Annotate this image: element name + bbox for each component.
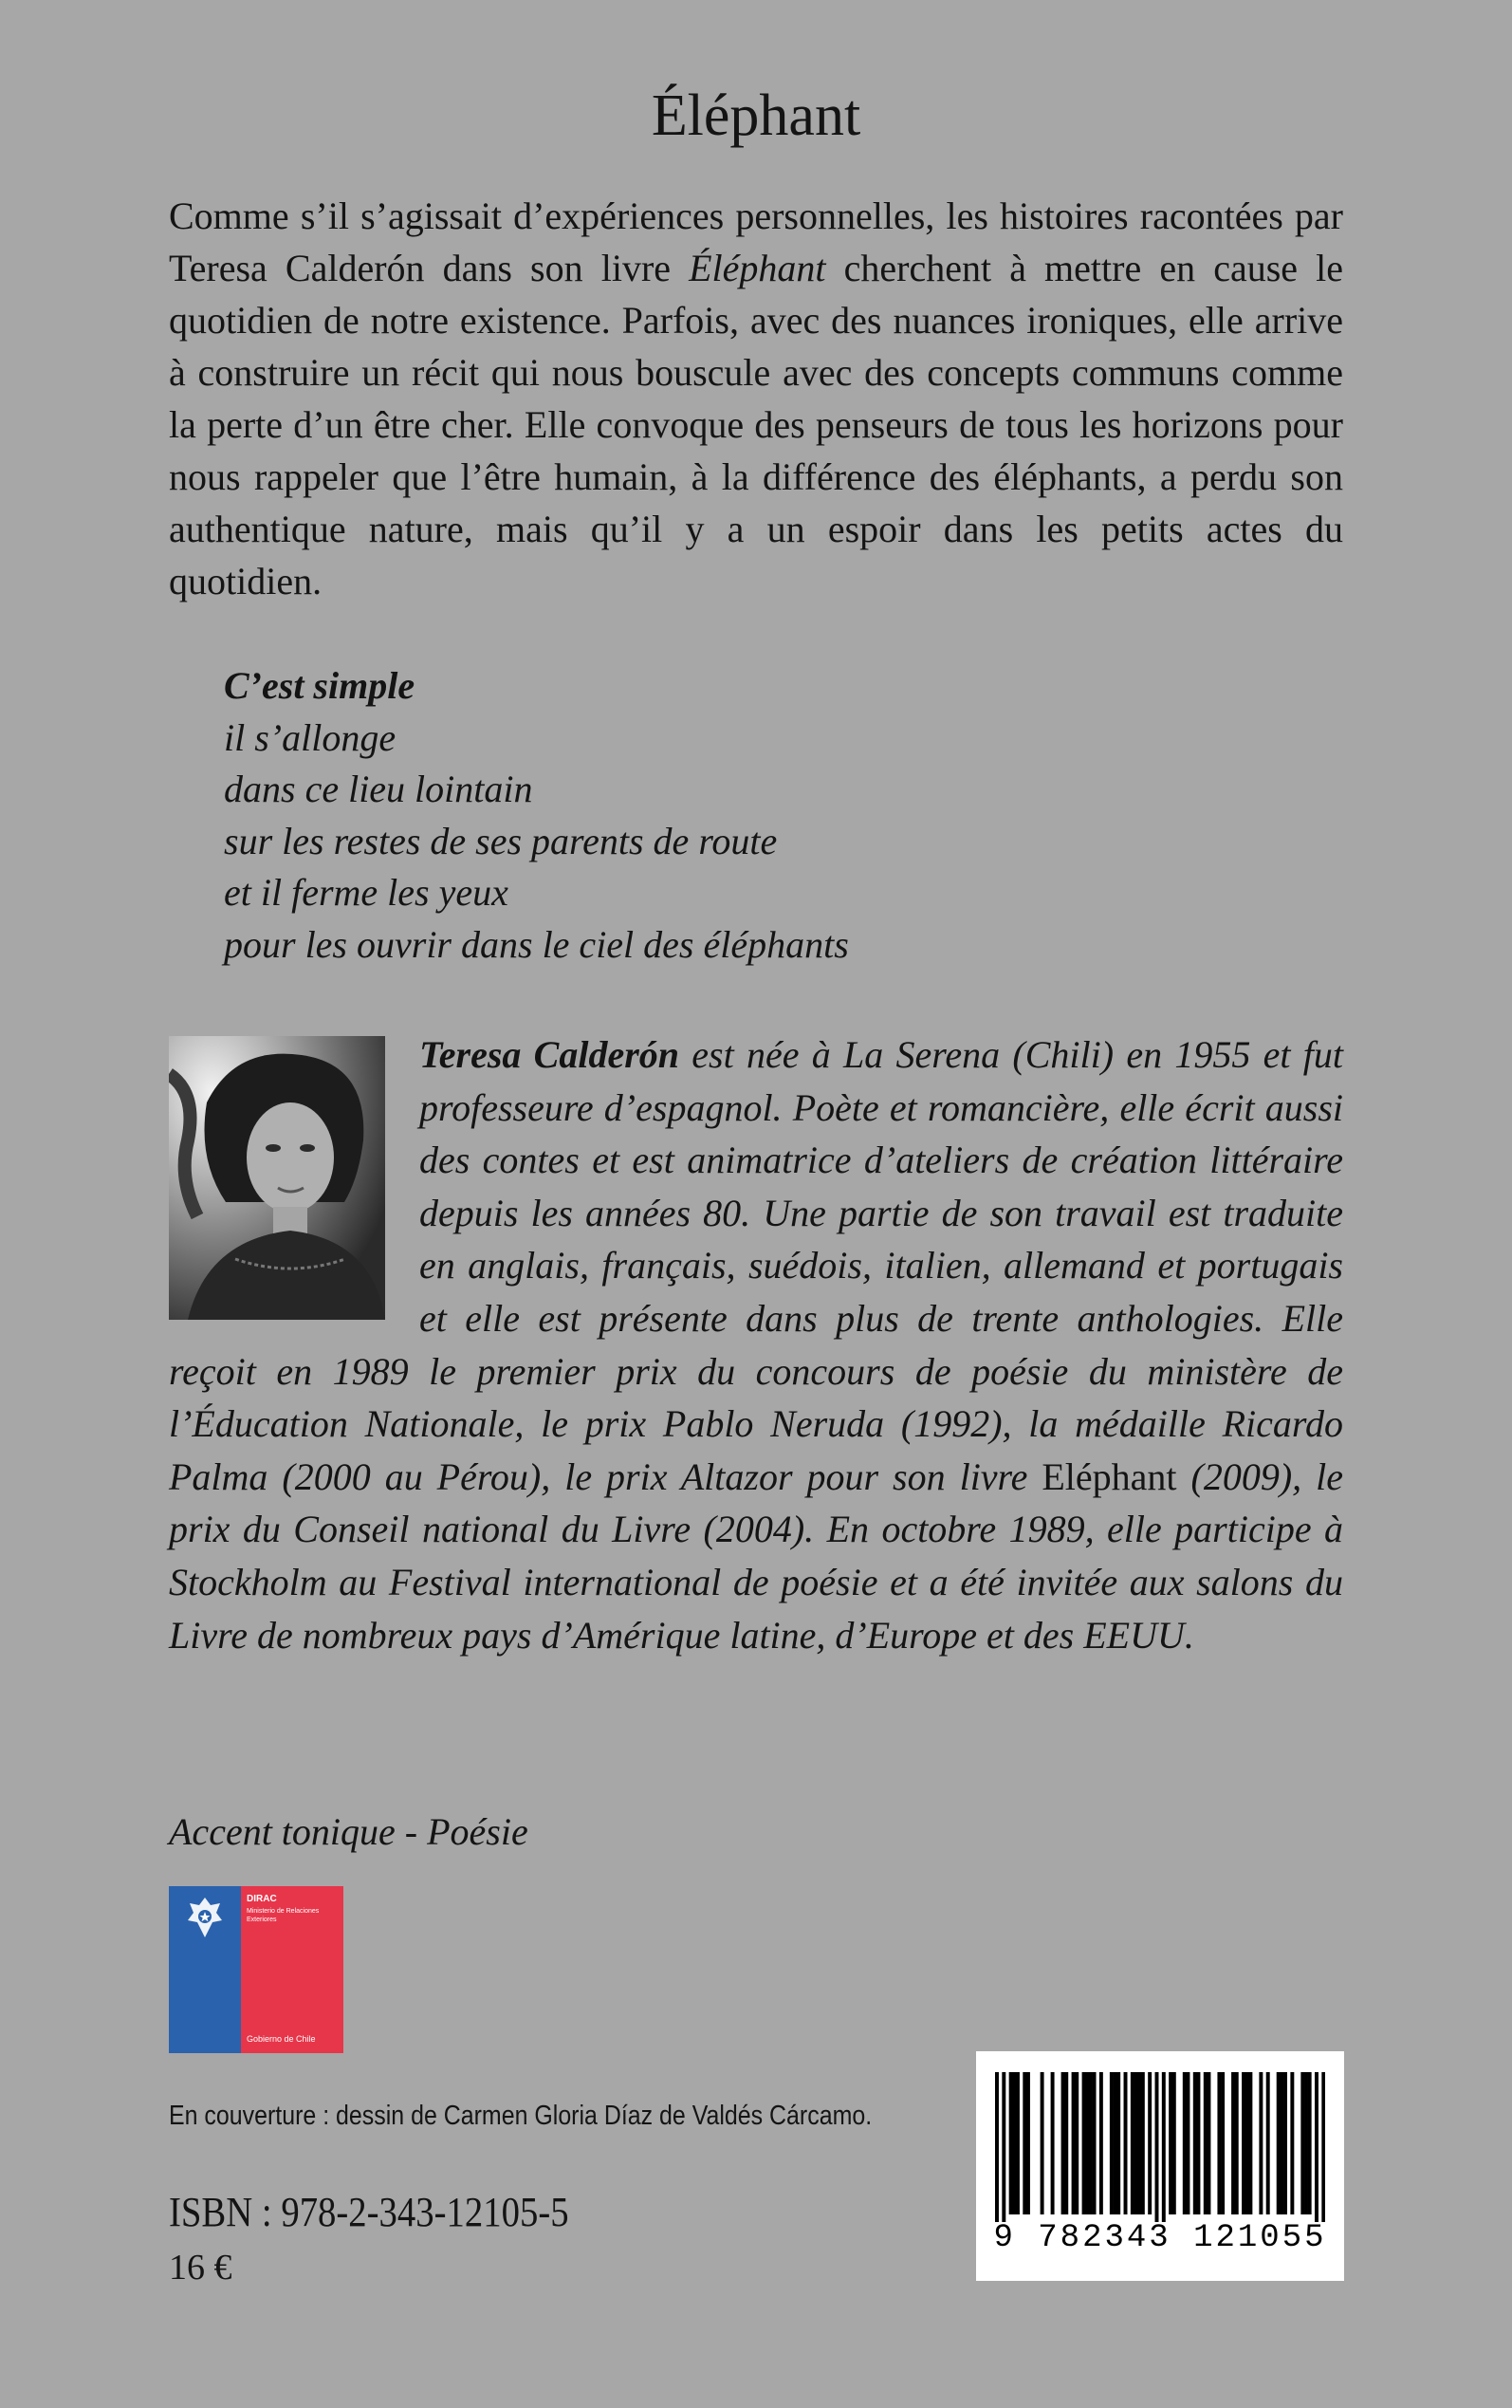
barcode-bar (1085, 2072, 1089, 2214)
barcode-bar (1075, 2072, 1079, 2214)
barcode-bar (1259, 2072, 1263, 2214)
barcode-bar (1315, 2072, 1318, 2222)
barcode-bar (1231, 2072, 1235, 2214)
poem-line: dans ce lieu lointain (224, 768, 533, 810)
barcode-bar (1196, 2072, 1200, 2214)
poem-excerpt (224, 660, 849, 971)
barcode-bar (1266, 2072, 1270, 2214)
poem-line: il s’allonge (224, 715, 396, 759)
author-name: Teresa Calderón (419, 1033, 680, 1076)
barcode-bar (1148, 2072, 1152, 2214)
ministry-label: Ministerio de Relaciones Exteriores (247, 1908, 320, 1923)
barcode-digits: 9 782343 121055 (993, 2220, 1327, 2256)
barcode-bar (1204, 2072, 1208, 2214)
cover-credit: En couverture : dessin de Carmen Gloria Díaz de Valdés Cárcamo. (169, 2101, 873, 2131)
barcode-bar (1041, 2072, 1044, 2214)
barcode-bar (1093, 2072, 1097, 2214)
barcode-bar (1248, 2072, 1252, 2214)
barcode-bar (1235, 2072, 1239, 2214)
barcode-bar (1193, 2072, 1197, 2214)
barcode-bar (1169, 2072, 1172, 2214)
barcode-bar (1183, 2072, 1187, 2214)
book-title: Éléphant (651, 83, 861, 148)
barcode-bar (1207, 2072, 1210, 2214)
barcode-bar (1280, 2072, 1283, 2214)
barcode-bar (1002, 2072, 1005, 2222)
price: 16 € (169, 2248, 232, 2288)
barcode-bar (1114, 2072, 1117, 2214)
barcode-bar (1172, 2072, 1176, 2214)
barcode-bar (1051, 2072, 1055, 2214)
barcode-bar (995, 2072, 999, 2222)
barcode-bar (1221, 2072, 1225, 2214)
barcode-bar (1099, 2072, 1103, 2214)
barcode-bar (1321, 2072, 1325, 2222)
poem-title: C’est simple (224, 664, 415, 707)
barcode-bar (1141, 2072, 1145, 2214)
barcode-bar (1110, 2072, 1114, 2214)
barcode-bar (1155, 2072, 1159, 2222)
dirac-label: DIRAC (247, 1894, 277, 1904)
barcode-bar (1116, 2072, 1120, 2214)
barcode-bar (1245, 2072, 1249, 2214)
poem-line: sur les restes de ses parents de route (224, 819, 778, 862)
barcode-bar (1308, 2072, 1312, 2214)
barcode-bar (1131, 2072, 1134, 2214)
dirac-logo (169, 1886, 343, 2053)
chile-coat-of-arms-icon (178, 1892, 231, 1945)
barcode-bar (1026, 2072, 1030, 2214)
summary-text-2: cherchent à mettre en cause le quotidien de notre existence. Parfois, avec des nuances ironiques, elle arrive à construire un récit qui nous bouscule avec des concepts communs comme la perte d’un être cher. Elle convoque des penseurs de tous les horizons pour nous rappeler que l’être humain, à la différence des éléphants, a perdu son authentique nature, mais qu’il y a un espoir dans les petits actes du quotidien. (169, 247, 1343, 602)
collection-name: Accent tonique - Poésie (169, 1810, 528, 1853)
bio-book-ref: Eléphant (1042, 1454, 1177, 1498)
barcode-bar (1277, 2072, 1281, 2214)
barcode-bar (1290, 2072, 1294, 2214)
summary-book-ref: Éléphant (689, 247, 826, 289)
barcode-bar (1072, 2072, 1076, 2214)
barcode-bar (1283, 2072, 1287, 2214)
summary-text-1: Comme s’il s’agissait d’expériences personnelles, les histoires racontées par Teresa Calderón dans son livre (169, 194, 1343, 289)
barcode-bar (1023, 2072, 1026, 2214)
barcode-bar (1217, 2072, 1221, 2214)
author-biography (169, 1028, 1343, 1661)
barcode-bar (1300, 2072, 1304, 2214)
barcode-bar (1137, 2072, 1141, 2214)
barcode-bar (1242, 2072, 1245, 2214)
barcode-bar (1089, 2072, 1093, 2214)
bio-text-2: (2009), le prix du Conseil national du Livre (2004). En octobre 1989, elle participe à Stockholm au Festival international de poésie et a été invitée aux salons du Livre de nombreux pays d’Amérique latine, d’Europe et des EEUU. (169, 1454, 1343, 1657)
barcode-bar (1304, 2072, 1308, 2214)
barcode-bar (1134, 2072, 1138, 2214)
poem-line: pour les ouvrir dans le ciel des éléphants (224, 922, 849, 966)
barcode-bar (1009, 2072, 1013, 2214)
isbn-number: ISBN : 978-2-343-12105-5 (169, 2189, 569, 2235)
barcode-bar (1016, 2072, 1020, 2214)
summary-paragraph (169, 190, 1343, 607)
bio-text-1: est née à La Serena (Chili) en 1955 et fut professeure d’espagnol. Poète et romancière, elle écrit aussi des contes et est animatrice d’ateliers de création littéraire depuis les années 80. Une partie de son travail est traduite en anglais, français, suédois, italien, allemand et portugais et elle est présente dans plus de trente anthologies. Elle reçoit en 1989 le premier prix du concours de poésie du ministère de l’Éducation Nationale, le prix Pablo Neruda (1992), la médaille Ricardo Palma (2000 au Pérou), le prix Altazor pour son livre (169, 1033, 1343, 1498)
poem-line: et il ferme les yeux (224, 871, 508, 914)
barcode-bar (1186, 2072, 1189, 2214)
barcode-bar (1061, 2072, 1065, 2214)
barcode-bar (1162, 2072, 1166, 2222)
barcode-bar (1124, 2072, 1128, 2214)
barcode-bar (1082, 2072, 1086, 2214)
barcode-bars (995, 2072, 1325, 2222)
barcode (976, 2051, 1344, 2281)
barcode-bar (1064, 2072, 1068, 2214)
government-label: Gobierno de Chile (247, 2034, 316, 2044)
barcode-bar (1012, 2072, 1016, 2214)
